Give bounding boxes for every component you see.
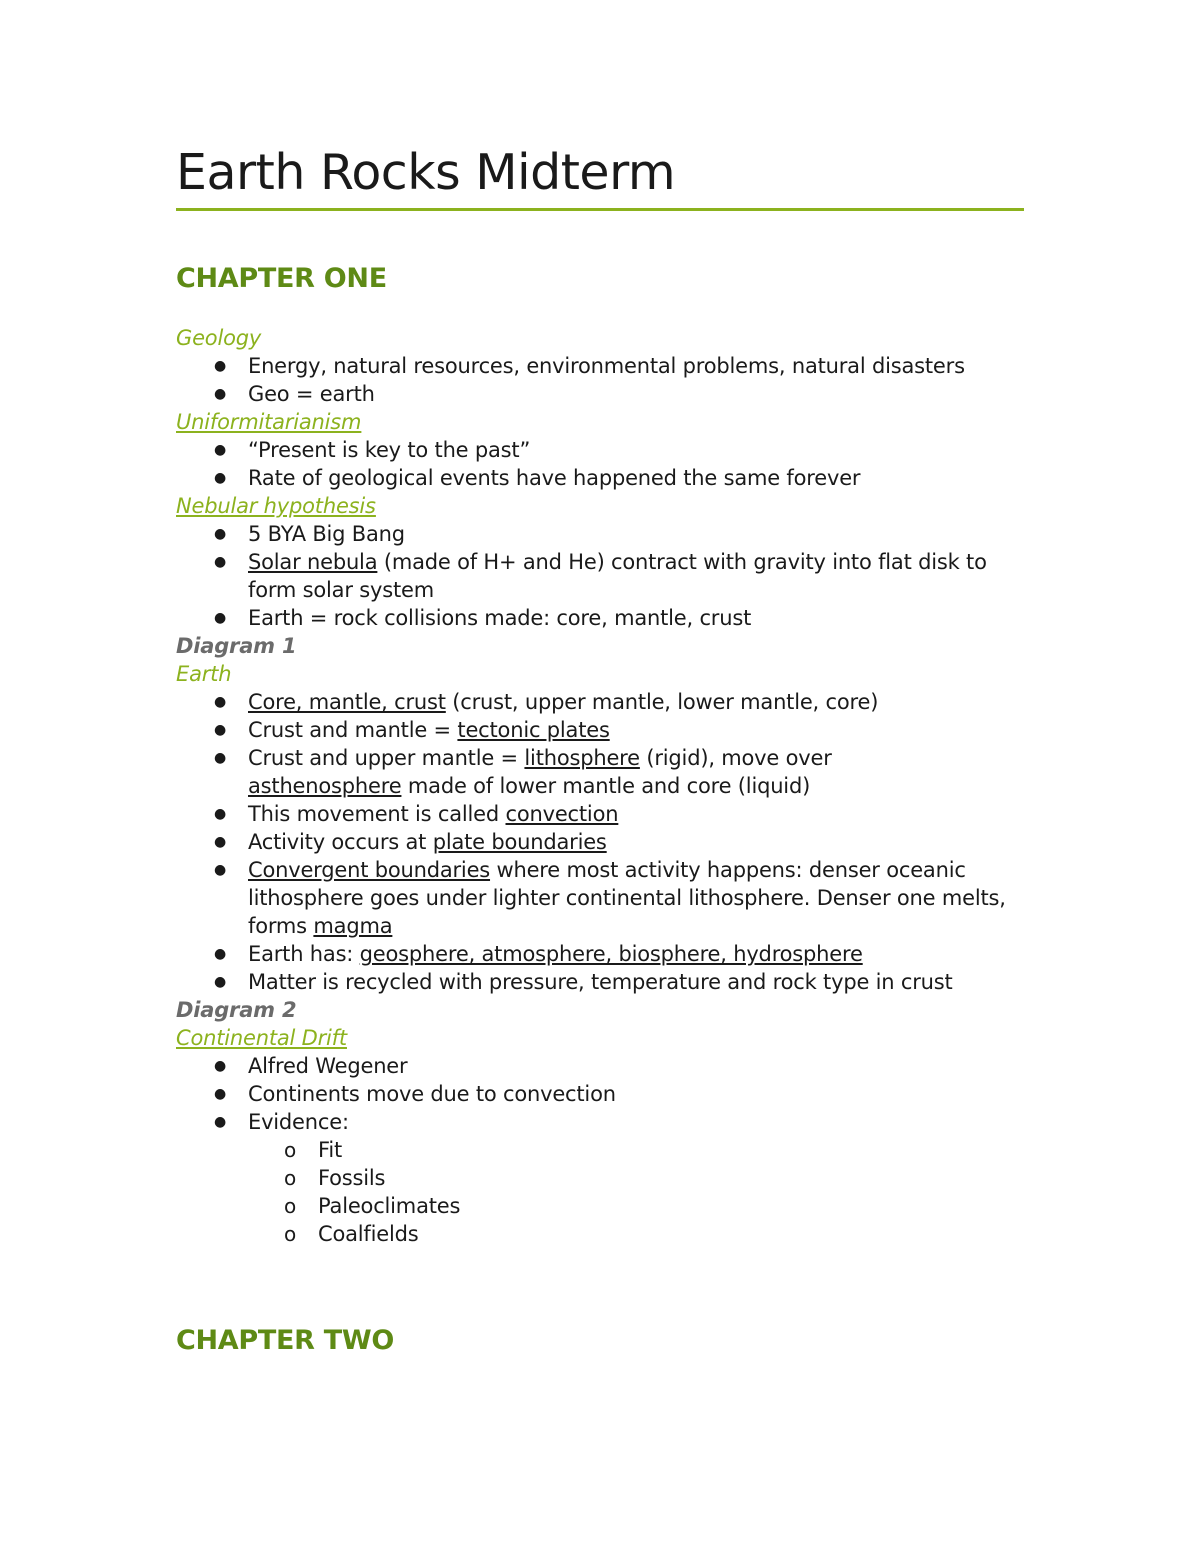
term-convection: convection (505, 802, 619, 826)
sub-list-item: o Coalfields (176, 1220, 1036, 1248)
drift-list (176, 1052, 1036, 1248)
chapter-one-content (176, 324, 1036, 1248)
list-item: ● Energy, natural resources, environmental problems, natural disasters (176, 352, 1036, 380)
diagram-1-label: Diagram 1 (176, 634, 297, 658)
section-heading-uniformitarianism: Uniformitarianism (176, 410, 362, 434)
earth-list (176, 688, 1036, 996)
term-lithosphere: lithosphere (524, 746, 640, 770)
list-item: ● Crust and upper mantle = lithosphere (rigid), move over asthenosphere made of lower mantle and core (liquid) (176, 744, 1036, 800)
term-plate-boundaries: plate boundaries (432, 830, 607, 854)
list-item: ● Solar nebula (made of H+ and He) contract with gravity into flat disk to form solar system (176, 548, 1036, 604)
list-item: ● Core, mantle, crust (crust, upper mantle, lower mantle, core) (176, 688, 1036, 716)
section-heading-continental-drift: Continental Drift (176, 1026, 347, 1050)
list-item: ● Rate of geological events have happened the same forever (176, 464, 1036, 492)
sub-list-item: o Paleoclimates (176, 1192, 1036, 1220)
section-heading-earth: Earth (176, 662, 232, 686)
list-item: ● Matter is recycled with pressure, temperature and rock type in crust (176, 968, 1036, 996)
term-core-mantle-crust: Core, mantle, crust (248, 690, 446, 714)
term-asthenosphere: asthenosphere (248, 774, 402, 798)
section-heading-geology: Geology (176, 326, 262, 350)
list-item: ● 5 BYA Big Bang (176, 520, 1036, 548)
term-solar-nebula: Solar nebula (248, 550, 378, 574)
chapter-one-heading: CHAPTER ONE (176, 263, 387, 294)
list-item: ● Activity occurs at plate boundaries (176, 828, 1036, 856)
chapter-two-heading: CHAPTER TWO (176, 1325, 394, 1356)
list-item: ● This movement is called convection (176, 800, 1036, 828)
title-divider (176, 208, 1024, 211)
section-heading-nebular-hypothesis: Nebular hypothesis (176, 494, 376, 518)
uniformitarianism-list (176, 436, 1036, 492)
list-item: ● Earth = rock collisions made: core, mantle, crust (176, 604, 1036, 632)
list-item: ● Evidence: (176, 1108, 1036, 1136)
list-item: ● Alfred Wegener (176, 1052, 1036, 1080)
list-item: ● “Present is key to the past” (176, 436, 1036, 464)
geology-list (176, 352, 1036, 408)
term-tectonic-plates: tectonic plates (457, 718, 610, 742)
nebular-list (176, 520, 1036, 632)
term-magma: magma (313, 914, 393, 938)
term-convergent-boundaries: Convergent boundaries (248, 858, 491, 882)
list-item: ● Earth has: geosphere, atmosphere, biosphere, hydrosphere (176, 940, 1036, 968)
sub-list-item: o Fit (176, 1136, 1036, 1164)
list-item: ● Continents move due to convection (176, 1080, 1036, 1108)
list-item: ● Convergent boundaries where most activity happens: denser oceanic lithosphere goes under lighter continental lithosphere. Denser one melts, forms magma (176, 856, 1036, 940)
term-spheres: geosphere, atmosphere, biosphere, hydrosphere (359, 942, 863, 966)
list-item: ● Geo = earth (176, 380, 1036, 408)
diagram-2-label: Diagram 2 (176, 998, 297, 1022)
list-item: ● Crust and mantle = tectonic plates (176, 716, 1036, 744)
sub-list-item: o Fossils (176, 1164, 1036, 1192)
document-title: Earth Rocks Midterm (176, 144, 676, 201)
